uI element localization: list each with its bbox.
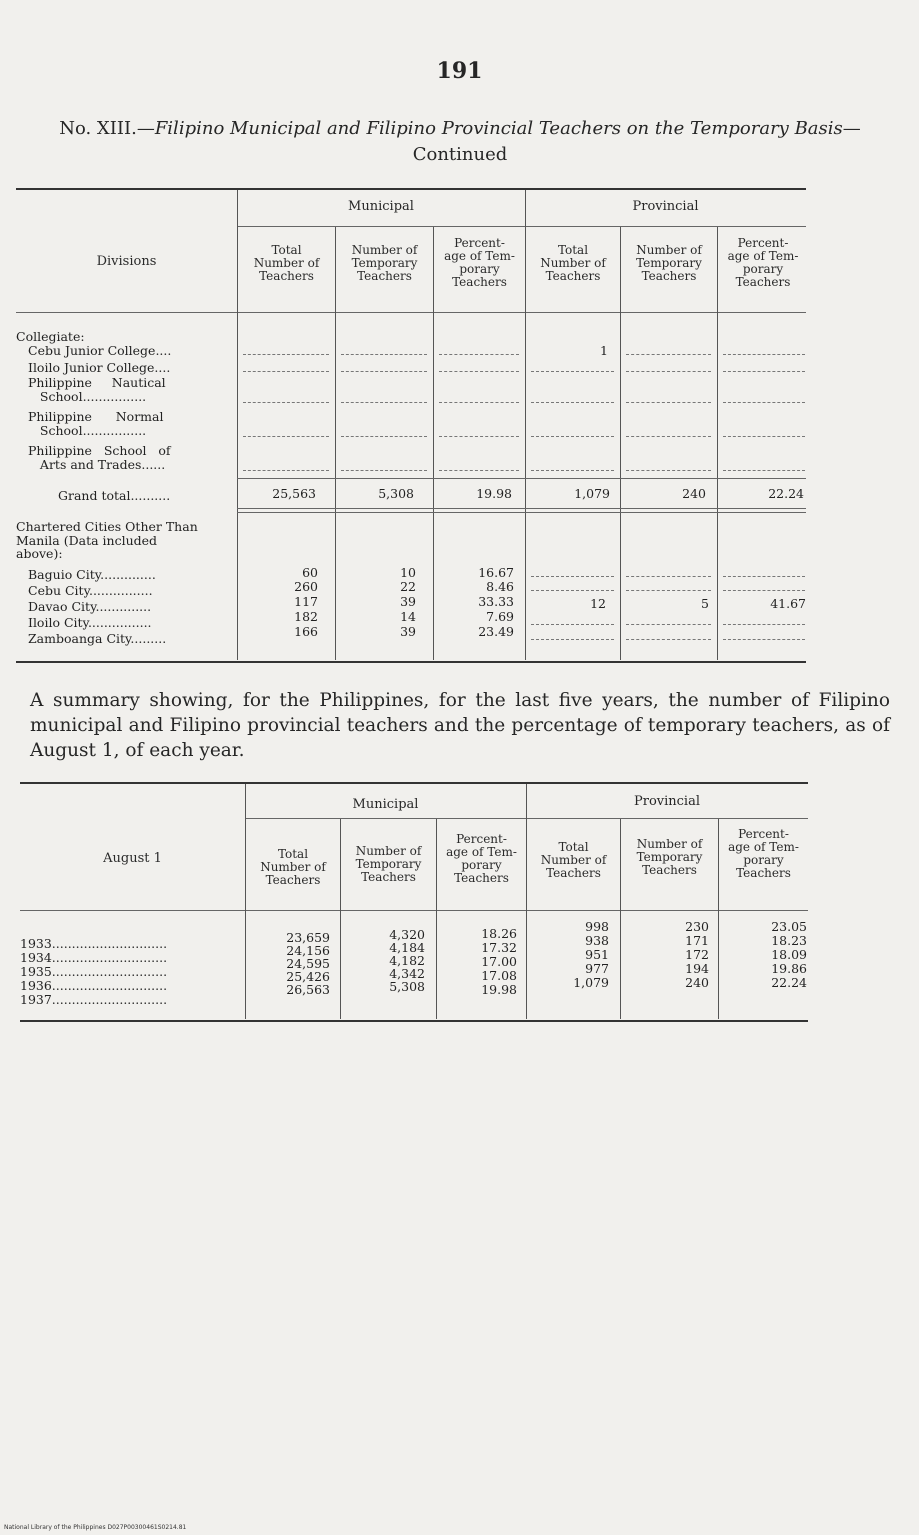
col-header: Percent- age of Tem- porary Teachers	[444, 236, 515, 289]
library-footer: National Library of the Philippines D027P00300461S0214.81	[4, 1524, 187, 1531]
leader-dash	[439, 436, 519, 437]
grand-total-value: 22.24	[768, 486, 804, 501]
cell-value: 951	[585, 947, 609, 962]
year-label: 1937.............................	[20, 992, 168, 1007]
cell-value: 117	[294, 594, 318, 609]
cell-value: 22.24	[771, 975, 807, 990]
city-label: Davao City..............	[28, 599, 152, 614]
cell-value: 938	[585, 933, 609, 948]
leader-dash	[531, 402, 614, 403]
cell-value: 7.69	[486, 609, 514, 624]
table-title-italic: —Filipino Municipal and Filipino Provincial Teachers on the Temporary Basis	[136, 118, 843, 139]
col-header: Total Number of Teachers	[540, 243, 606, 283]
cell-value: 39	[400, 594, 416, 609]
year-label: 1933.............................	[20, 936, 168, 951]
cell-value: 4,184	[389, 940, 425, 955]
cell-value: 8.46	[486, 579, 514, 594]
leader-dash	[723, 354, 805, 355]
cell-value: 18.26	[481, 926, 517, 941]
leader-dash	[439, 354, 519, 355]
cell-value: 998	[585, 919, 609, 934]
stub-header: August 1	[103, 851, 162, 866]
cell-value: 39	[400, 624, 416, 639]
leader-dash	[341, 402, 427, 403]
group-header-provincial: Provincial	[632, 199, 699, 214]
cell-value: 25,426	[286, 969, 330, 984]
grand-total-value: 5,308	[378, 486, 414, 501]
grand-total-value: 19.98	[476, 486, 512, 501]
leader-dash	[531, 639, 614, 640]
cell-value: 17.00	[481, 954, 517, 969]
leader-dash	[626, 576, 711, 577]
cell-value: 230	[685, 919, 709, 934]
cell-value: 14	[400, 609, 416, 624]
table-1-bottom-rule	[16, 661, 806, 663]
cell-value: 977	[585, 961, 609, 976]
leader-dash	[626, 402, 711, 403]
cell-value: 166	[294, 624, 318, 639]
col-header: Percent- age of Tem- porary Teachers	[446, 832, 517, 885]
cell-value: 10	[400, 565, 416, 580]
col-header: Total Number of Teachers	[253, 243, 320, 283]
collegiate-label: Collegiate:	[16, 329, 85, 344]
cell-value: 172	[685, 947, 709, 962]
cell-value: 23.05	[771, 919, 807, 934]
cell-value: 23,659	[286, 930, 330, 945]
grand-total-value: 240	[682, 486, 706, 501]
leader-dash	[531, 590, 614, 591]
group-header-municipal: Municipal	[348, 199, 414, 214]
grand-total-value: 1,079	[574, 486, 610, 501]
leader-dash	[531, 371, 614, 372]
leader-dash	[243, 470, 329, 471]
row-label: Iloilo Junior College....	[28, 360, 171, 375]
leader-dash	[439, 371, 519, 372]
leader-dash	[341, 436, 427, 437]
page-number: 191	[436, 58, 483, 84]
table-title-suffix: —Continued	[412, 118, 861, 165]
row-label: Cebu Junior College....	[28, 343, 172, 358]
leader-dash	[723, 624, 805, 625]
table-title	[30, 116, 890, 168]
city-label: Zamboanga City.........	[28, 631, 167, 646]
cell-value: 41.67	[770, 596, 806, 611]
cell-value: 16.67	[478, 565, 514, 580]
leader-dash	[341, 371, 427, 372]
leader-dash	[531, 624, 614, 625]
table-1-header-rule	[16, 312, 806, 313]
grand-total-rule	[237, 508, 806, 509]
leader-dash	[723, 590, 805, 591]
leader-dash	[341, 470, 427, 471]
grand-total-rule	[237, 512, 806, 513]
cell-value: 182	[294, 609, 318, 624]
leader-dash	[626, 624, 711, 625]
row-label: Philippine Normal School................	[28, 409, 164, 438]
leader-dash	[531, 436, 614, 437]
leader-dash	[626, 371, 711, 372]
leader-dash	[531, 470, 614, 471]
year-label: 1934.............................	[20, 950, 168, 965]
leader-dash	[243, 354, 329, 355]
leader-dash	[243, 402, 329, 403]
table-1-col-divider	[717, 227, 718, 660]
cell-value: 260	[294, 579, 318, 594]
year-label: 1935.............................	[20, 964, 168, 979]
leader-dash	[723, 470, 805, 471]
row-label: Philippine Nautical School................	[28, 375, 166, 404]
cell-value: 19.86	[771, 961, 807, 976]
table-1-top-rule	[16, 188, 806, 190]
table-2-top-rule	[20, 782, 808, 784]
cell-value: 4,342	[389, 966, 425, 981]
group-header-municipal: Municipal	[352, 797, 419, 812]
cell-value: 4,320	[389, 927, 425, 942]
leader-dash	[626, 639, 711, 640]
cell-value: 17.32	[481, 940, 517, 955]
cell-value: 240	[685, 975, 709, 990]
table-2-header-rule	[20, 910, 808, 911]
cell-value: 18.09	[771, 947, 807, 962]
col-header: Number of Temporary Teachers	[636, 243, 702, 283]
grand-total-label: Grand total..........	[58, 488, 171, 503]
leader-dash	[723, 436, 805, 437]
cell-value: 5	[701, 596, 709, 611]
grand-total-value: 25,563	[272, 486, 316, 501]
cell-value: 18.23	[771, 933, 807, 948]
table-number: No. XIII.	[59, 118, 137, 139]
city-label: Iloilo City................	[28, 615, 152, 630]
col-header: Number of Temporary Teachers	[351, 243, 418, 283]
cell-value: 1,079	[573, 975, 609, 990]
cell-value: 12	[590, 596, 606, 611]
leader-dash	[626, 354, 711, 355]
cell-value: 26,563	[286, 982, 330, 997]
cell-value: 1	[600, 343, 608, 358]
cell-value: 23.49	[478, 624, 514, 639]
group-header-provincial: Provincial	[633, 794, 700, 809]
table-2-bottom-rule	[20, 1020, 808, 1022]
cell-value: 60	[302, 565, 318, 580]
city-label: Cebu City................	[28, 583, 153, 598]
row-label: Philippine School of Arts and Trades......	[28, 443, 171, 472]
col-header: Total Number of Teachers	[540, 840, 607, 880]
cell-value: 33.33	[478, 594, 514, 609]
cell-value: 4,182	[389, 953, 425, 968]
col-header: Number of Temporary Teachers	[355, 844, 422, 884]
cell-value: 24,156	[286, 943, 330, 958]
cell-value: 19.98	[481, 982, 517, 997]
city-label: Baguio City..............	[28, 567, 156, 582]
leader-dash	[626, 590, 711, 591]
year-label: 1936.............................	[20, 978, 168, 993]
stub-header: Divisions	[96, 254, 157, 269]
cell-value: 194	[685, 961, 709, 976]
table-1-group-rule	[237, 226, 806, 227]
col-header: Percent- age of Tem- porary Teachers	[728, 827, 799, 880]
leader-dash	[439, 402, 519, 403]
table-1-col-divider	[620, 227, 621, 660]
col-header: Percent- age of Tem- porary Teachers	[727, 236, 799, 289]
col-header: Number of Temporary Teachers	[636, 837, 703, 877]
leader-dash	[626, 470, 711, 471]
cell-value: 24,595	[286, 956, 330, 971]
leader-dash	[723, 639, 805, 640]
chartered-cities-label: Chartered Cities Other Than Manila (Data included above):	[16, 519, 198, 561]
subtotal-rule	[237, 478, 806, 479]
leader-dash	[723, 371, 805, 372]
cell-value: 171	[685, 933, 709, 948]
cell-value: 22	[400, 579, 416, 594]
leader-dash	[341, 354, 427, 355]
leader-dash	[626, 436, 711, 437]
summary-paragraph: A summary showing, for the Philippines, for the last five years, the number of Filipino municipal and Filipino provincial teachers and the percentage of temporary teachers, as of August 1, of each year.	[30, 690, 890, 761]
leader-dash	[531, 576, 614, 577]
col-header: Total Number of Teachers	[260, 847, 326, 887]
leader-dash	[243, 371, 329, 372]
leader-dash	[439, 470, 519, 471]
cell-value: 5,308	[389, 979, 425, 994]
leader-dash	[723, 402, 805, 403]
cell-value: 17.08	[481, 968, 517, 983]
leader-dash	[723, 576, 805, 577]
leader-dash	[243, 436, 329, 437]
